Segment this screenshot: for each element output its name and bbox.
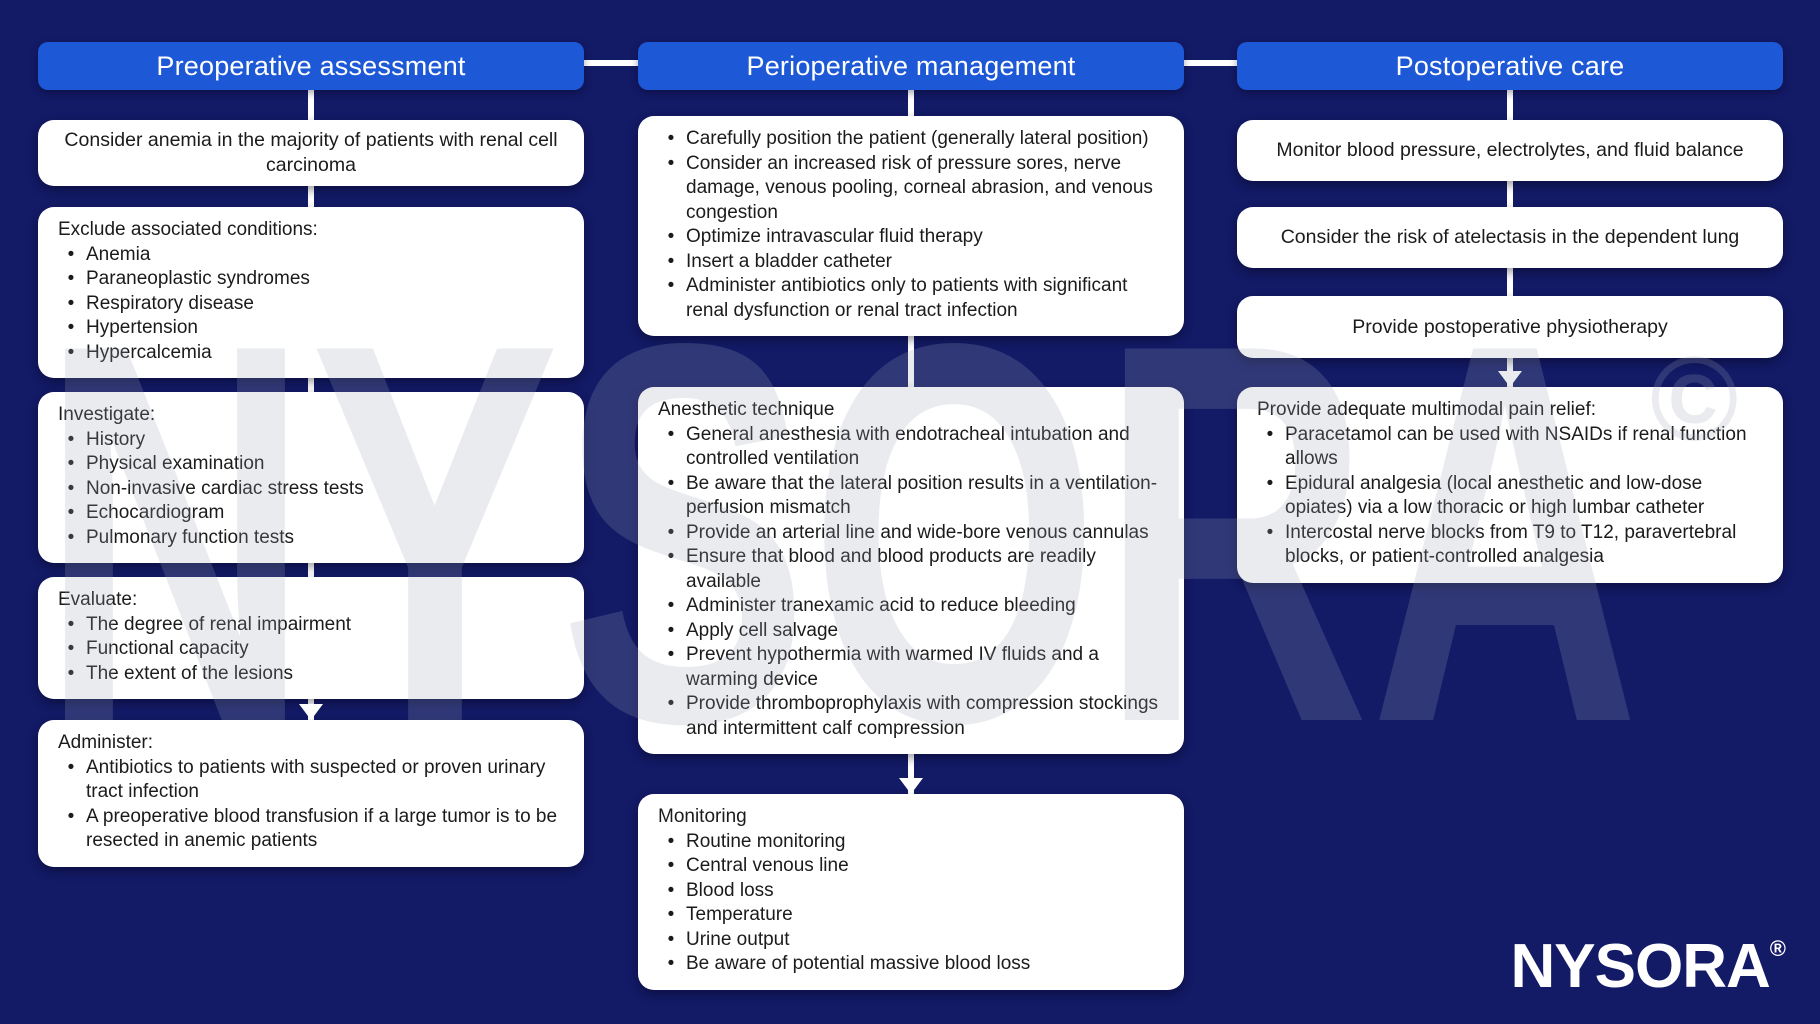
bullet-marker: • xyxy=(67,453,75,474)
column-preoperative-assessment xyxy=(38,0,584,1024)
bullet-marker: • xyxy=(667,521,675,543)
bullet-marker: • xyxy=(667,693,675,714)
bullet-marker: • xyxy=(67,613,75,635)
bullet-item xyxy=(656,619,1164,644)
bullet-marker: • xyxy=(667,928,675,950)
flow-box-atelectasis-risk xyxy=(1237,207,1783,268)
bullet-marker: • xyxy=(667,250,675,272)
flow-box-pain-relief xyxy=(1237,387,1783,583)
registered-trademark-icon: ® xyxy=(1769,936,1786,961)
bullet-marker: • xyxy=(667,226,675,247)
box-text: Consider the risk of atelectasis in the dependent lung xyxy=(1280,226,1740,248)
bullet-marker: • xyxy=(67,268,75,289)
bullet-marker: • xyxy=(667,423,675,445)
flow-box-investigate xyxy=(38,392,584,563)
bullet-text: History xyxy=(86,428,146,450)
bullet-marker: • xyxy=(1266,423,1274,445)
bullet-marker: • xyxy=(667,953,675,974)
box-heading: Investigate: xyxy=(58,404,156,425)
bullet-marker: • xyxy=(67,502,75,523)
bullet-item xyxy=(656,250,1164,275)
bullet-item xyxy=(656,472,1164,521)
column-postoperative-care xyxy=(1237,0,1783,1024)
bullet-text: Consider an increased risk of pressure sores, nerve damage, venous pooling, corneal abrasion, and venous congestion xyxy=(686,152,1153,223)
bullet-text: Routine monitoring xyxy=(686,830,846,852)
watermark-text: NYSORA xyxy=(40,250,1640,810)
bullet-item xyxy=(56,267,564,292)
column-perioperative-management xyxy=(638,0,1184,1024)
bullet-item xyxy=(656,152,1164,226)
bullet-list xyxy=(56,243,564,366)
bullet-marker: • xyxy=(667,128,675,149)
header-postoperative-care: Postoperative care xyxy=(1237,42,1783,90)
bullet-text: Epidural analgesia (local anesthetic and low-dose opiates) via a low thoracic or high lumbar catheter xyxy=(1285,472,1705,518)
bullet-list xyxy=(656,830,1164,977)
bullet-marker: • xyxy=(667,904,675,925)
bullet-item xyxy=(656,423,1164,472)
bullet-marker: • xyxy=(1266,521,1274,543)
bullet-marker: • xyxy=(667,879,675,901)
bullet-marker: • xyxy=(67,292,75,314)
bullet-marker: • xyxy=(67,341,75,363)
bullet-text: Pulmonary function tests xyxy=(86,526,295,548)
bullet-item xyxy=(56,452,564,477)
bullet-item xyxy=(56,805,564,854)
bullet-item xyxy=(56,613,564,638)
bullet-text: Paracetamol can be used with NSAIDs if renal function allows xyxy=(1285,423,1747,469)
bullet-list xyxy=(56,428,564,551)
header-perioperative-management: Perioperative management xyxy=(638,42,1184,90)
bullet-item xyxy=(656,928,1164,953)
bullet-text: Paraneoplastic syndromes xyxy=(86,268,310,289)
bullet-list xyxy=(1255,423,1763,570)
bullet-text: A preoperative blood transfusion if a large tumor is to be resected in anemic patients xyxy=(86,805,558,851)
bullet-marker: • xyxy=(67,428,75,450)
flow-box-evaluate xyxy=(38,577,584,699)
header-connector-line xyxy=(584,60,638,66)
bullet-item xyxy=(56,501,564,526)
box-heading: Anesthetic technique xyxy=(658,399,835,420)
bullet-marker: • xyxy=(667,472,675,494)
bullet-marker: • xyxy=(667,855,675,876)
box-heading: Monitoring xyxy=(658,806,747,827)
box-heading: Provide adequate multimodal pain relief: xyxy=(1257,399,1597,420)
bullet-text: Administer tranexamic acid to reduce bleeding xyxy=(686,595,1076,616)
logo-text: NYSORA xyxy=(1510,932,1770,1001)
flow-box-exclude-conditions xyxy=(38,207,584,378)
bullet-item xyxy=(1255,423,1763,472)
bullet-text: The extent of the lesions xyxy=(86,662,294,684)
bullet-item xyxy=(656,952,1164,977)
flow-box-administer xyxy=(38,720,584,867)
box-heading: Exclude associated conditions: xyxy=(58,219,318,240)
bullet-text: Antibiotics to patients with suspected or proven urinary tract infection xyxy=(86,756,546,802)
bullet-marker: • xyxy=(667,830,675,852)
box-heading: Evaluate: xyxy=(58,589,138,610)
bullet-item xyxy=(56,243,564,268)
bullet-marker: • xyxy=(667,595,675,616)
bullet-marker: • xyxy=(667,546,675,567)
bullet-text: Anemia xyxy=(86,243,151,265)
bullet-item xyxy=(56,526,564,551)
bullet-item xyxy=(656,225,1164,250)
bullet-text: Functional capacity xyxy=(86,638,249,659)
bullet-item xyxy=(1255,521,1763,570)
bullet-item xyxy=(656,903,1164,928)
bullet-text: Prevent hypothermia with warmed IV fluids and a warming device xyxy=(686,644,1099,690)
bullet-text: Be aware that the lateral position results in a ventilation-perfusion mismatch xyxy=(686,472,1158,518)
box-text: Monitor blood pressure, electrolytes, and fluid balance xyxy=(1276,139,1744,161)
box-text: Provide postoperative physiotherapy xyxy=(1352,315,1668,338)
bullet-marker: • xyxy=(667,619,675,641)
bullet-text: Insert a bladder catheter xyxy=(686,250,892,272)
bullet-item xyxy=(656,854,1164,879)
bullet-item xyxy=(656,643,1164,692)
bullet-marker: • xyxy=(1266,472,1274,494)
bullet-marker: • xyxy=(67,805,75,827)
bullet-marker: • xyxy=(667,644,675,665)
bullet-text: Non-invasive cardiac stress tests xyxy=(86,477,364,499)
bullet-text: Physical examination xyxy=(86,453,265,474)
bullet-text: Blood loss xyxy=(686,879,774,901)
flow-box-consider-anemia xyxy=(38,120,584,186)
flow-box-physiotherapy xyxy=(1237,296,1783,358)
bullet-item xyxy=(56,341,564,366)
bullet-item xyxy=(56,428,564,453)
bullet-item xyxy=(56,637,564,662)
bullet-text: Temperature xyxy=(686,904,793,925)
bullet-list xyxy=(56,756,564,854)
bullet-item xyxy=(656,594,1164,619)
bullet-item xyxy=(56,292,564,317)
bullet-item xyxy=(56,316,564,341)
bullet-text: General anesthesia with endotracheal intubation and controlled ventilation xyxy=(686,423,1130,469)
box-heading: Administer: xyxy=(58,732,154,753)
bullet-text: Hypertension xyxy=(86,317,198,338)
bullet-text: Be aware of potential massive blood loss xyxy=(686,953,1031,974)
bullet-text: Respiratory disease xyxy=(86,292,254,314)
bullet-text: Intercostal nerve blocks from T9 to T12, paravertebral blocks, or patient-controlled analgesia xyxy=(1285,521,1737,567)
bullet-marker: • xyxy=(67,638,75,659)
bullet-list xyxy=(656,423,1164,742)
bullet-marker: • xyxy=(67,662,75,684)
bullet-text: Echocardiogram xyxy=(86,502,225,523)
flow-box-positioning xyxy=(638,116,1184,336)
bullet-text: Central venous line xyxy=(686,855,849,876)
bullet-text: The degree of renal impairment xyxy=(86,613,352,635)
flow-box-anesthetic-technique xyxy=(638,387,1184,754)
bullet-text: Administer antibiotics only to patients with significant renal dysfunction or renal tract infection xyxy=(686,275,1128,321)
bullet-item xyxy=(656,521,1164,546)
header-preoperative-assessment: Preoperative assessment xyxy=(38,42,584,90)
bullet-text: Apply cell salvage xyxy=(686,619,839,641)
bullet-item xyxy=(656,274,1164,323)
bullet-marker: • xyxy=(67,243,75,265)
bullet-list xyxy=(656,127,1164,323)
bullet-text: Ensure that blood and blood products are readily available xyxy=(686,546,1096,592)
bullet-item xyxy=(56,662,564,687)
bullet-text: Provide thromboprophylaxis with compression stockings and intermittent calf compression xyxy=(686,693,1159,739)
flow-box-monitor-bp xyxy=(1237,120,1783,181)
bullet-text: Carefully position the patient (generally lateral position) xyxy=(686,128,1149,149)
box-text: Consider anemia in the majority of patients with renal cell carcinoma xyxy=(64,129,558,176)
bullet-item xyxy=(656,127,1164,152)
bullet-list xyxy=(56,613,564,687)
bullet-marker: • xyxy=(67,526,75,548)
bullet-marker: • xyxy=(67,477,75,499)
bullet-marker: • xyxy=(67,317,75,338)
flow-box-monitoring xyxy=(638,794,1184,990)
bullet-text: Provide an arterial line and wide-bore venous cannulas xyxy=(686,521,1149,543)
bullet-marker: • xyxy=(667,275,675,296)
nysora-logo xyxy=(1510,932,1786,1001)
bullet-marker: • xyxy=(67,756,75,778)
bullet-marker: • xyxy=(667,152,675,174)
header-connector-line xyxy=(1184,60,1237,66)
bullet-text: Hypercalcemia xyxy=(86,341,212,363)
bullet-item xyxy=(656,545,1164,594)
bullet-item xyxy=(56,756,564,805)
bullet-item xyxy=(656,879,1164,904)
bullet-item xyxy=(656,692,1164,741)
bullet-item xyxy=(56,477,564,502)
watermark-copyright-icon: © xyxy=(1650,332,1739,466)
bullet-text: Urine output xyxy=(686,928,790,950)
bullet-text: Optimize intravascular fluid therapy xyxy=(686,226,983,247)
bullet-item xyxy=(656,830,1164,855)
bullet-item xyxy=(1255,472,1763,521)
